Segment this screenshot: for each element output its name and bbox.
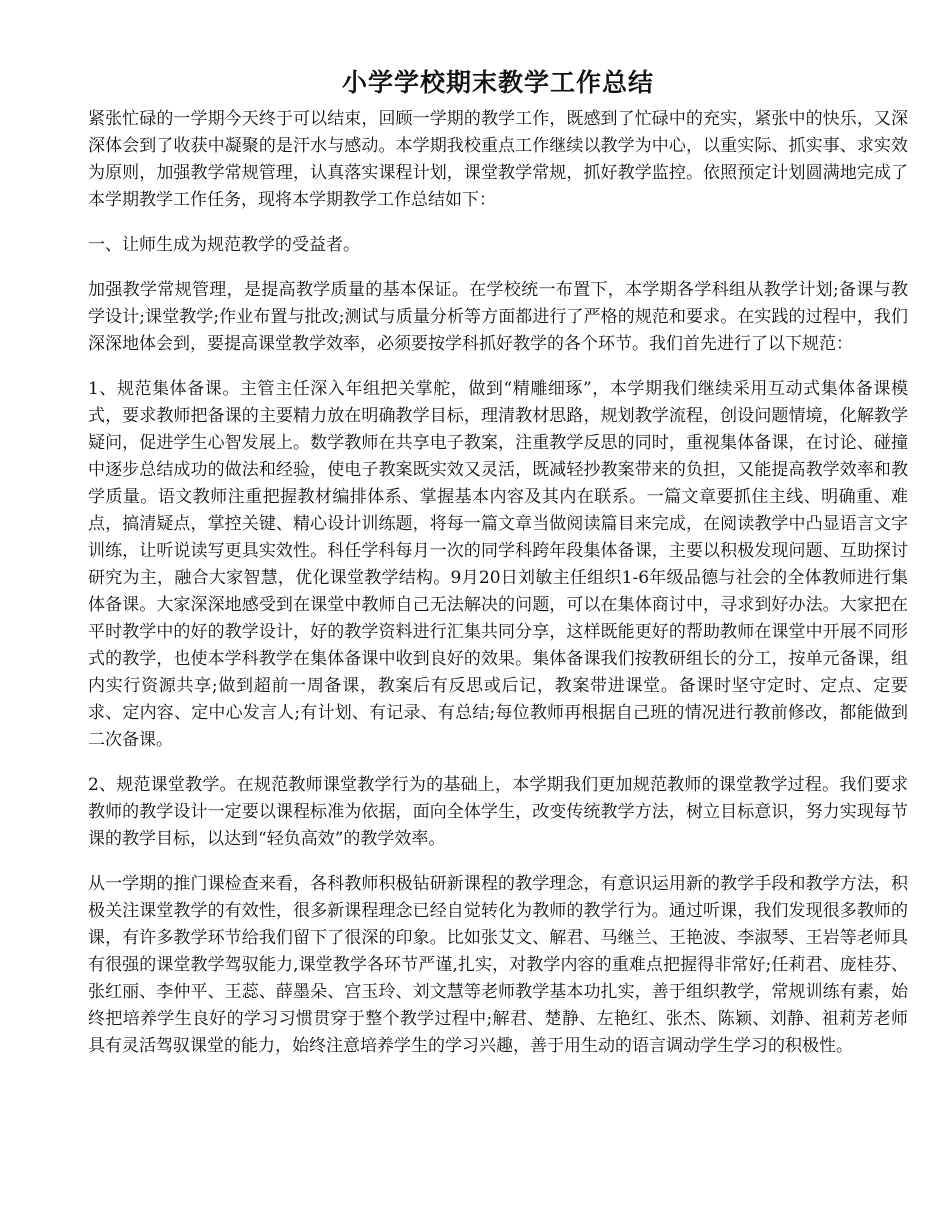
document-page (88, 66, 908, 1078)
section-heading-1: 一、让师生成为规范教学的受益者。 (88, 235, 360, 255)
intro-paragraph: 紧张忙碌的一学期今天终于可以结束，回顾一学期的教学工作，既感到了忙碌中的充实，紧张中的快乐，又深深体会到了收获中凝聚的是汗水与感动。本学期我校重点工作继续以教学为中心，以重实际、抓实事、求实效为原则，加强教学常规管理，认真落实课程计划，课堂教学常规，抓好教学监控。依照预定计划圆满地完成了本学期教学工作任务，现将本学期教学工作总结如下： (88, 109, 908, 210)
lesson-observation-paragraph: 从一学期的推门课检查来看，各科教师积极钻研新课程的教学理念，有意识运用新的教学手段和教学方法，积极关注课堂教学的有效性，很多新课程理念已经自觉转化为教师的教学行为。通过听课，我们发现很多教师的课，有许多教学环节给我们留下了很深的印象。比如张艾文、解君、马继兰、王艳波、李淑琴、王岩等老师具有很强的课堂教学驾驭能力,课堂教学各环节严谨,扎实，对教学内容的重难点把握得非常好;任莉君、庞桂芬、张红丽、李仲平、王蕊、薛墨朵、宫玉玲、刘文慧等老师教学基本功扎实，善于组织教学，常规训练有素，始终把培养学生良好的学习习惯贯穿于整个教学过程中;解君、楚静、左艳红、张杰、陈颖、刘静、祖莉芳老师具有灵活驾驭课堂的能力，始终注意培养学生的学习兴趣，善于用生动的语言调动学生学习的积极性。 (88, 874, 908, 1056)
body-paragraph: 加强教学常规管理，是提高教学质量的基本保证。在学校统一布置下，本学期各学科组从教学计划;备课与教学设计;课堂教学;作业布置与批改;测试与质量分析等方面都进行了严格的规范和要求。在实践的过程中，我们深深地体会到，要提高课堂教学效率，必须要按学科抓好教学的各个环节。我们首先进行了以下规范： (88, 280, 908, 354)
collective-lesson-prep-paragraph: 1、规范集体备课。主管主任深入年组把关掌舵，做到“精雕细琢”，本学期我们继续采用互动式集体备课模式，要求教师把备课的主要精力放在明确教学目标，理清教材思路，规划教学流程，创设问题情境，化解教学疑问，促进学生心智发展上。数学教师在共享电子教案，注重教学反思的同时，重视集体备课，在讨论、碰撞中逐步总结成功的做法和经验，使电子教案既实效又灵活，既减轻抄教案带来的负担，又能提高教学效率和教学质量。语文教师注重把握教材编排体系、掌握基本内容及其内在联系。一篇文章要抓住主线、明确重、难点，搞清疑点，掌控关键、精心设计训练题，将每一篇文章当做阅读篇目来完成，在阅读教学中凸显语言文字训练，让听说读写更具实效性。科任学科每月一次的同学科跨年段集体备课，主要以积极发现问题、互助探讨研究为主，融合大家智慧，优化课堂教学结构。9月20日刘敏主任组织1-6年级品德与社会的全体教师进行集体备课。大家深深地感受到在课堂中教师自己无法解决的问题，可以在集体商讨中，寻求到好办法。大家把在平时教学中的好的教学设计，好的教学资料进行汇集共同分享，这样既能更好的帮助教师在课堂中开展不同形式的教学，也使本学科教学在集体备课中收到良好的效果。集体备课我们按教研组长的分工，按单元备课，组内实行资源共享;做到超前一周备课，教案后有反思或后记，教案带进课堂。备课时坚守定时、定点、定要求、定内容、定中心发言人;有计划、有记录、有总结;每位教师再根据自己班的情况进行教前修改，都能做到二次备课。 (88, 379, 908, 750)
document-title: 小学学校期末教学工作总结 (341, 68, 654, 97)
classroom-teaching-paragraph: 2、规范课堂教学。在规范教师课堂教学行为的基础上，本学期我们更加规范教师的课堂教学过程。我们要求教师的教学设计一定要以课程标准为依据，面向全体学生，改变传统教学方法，树立目标意识，努力实现每节课的教学目标，以达到“轻负高效”的教学效率。 (88, 775, 908, 849)
